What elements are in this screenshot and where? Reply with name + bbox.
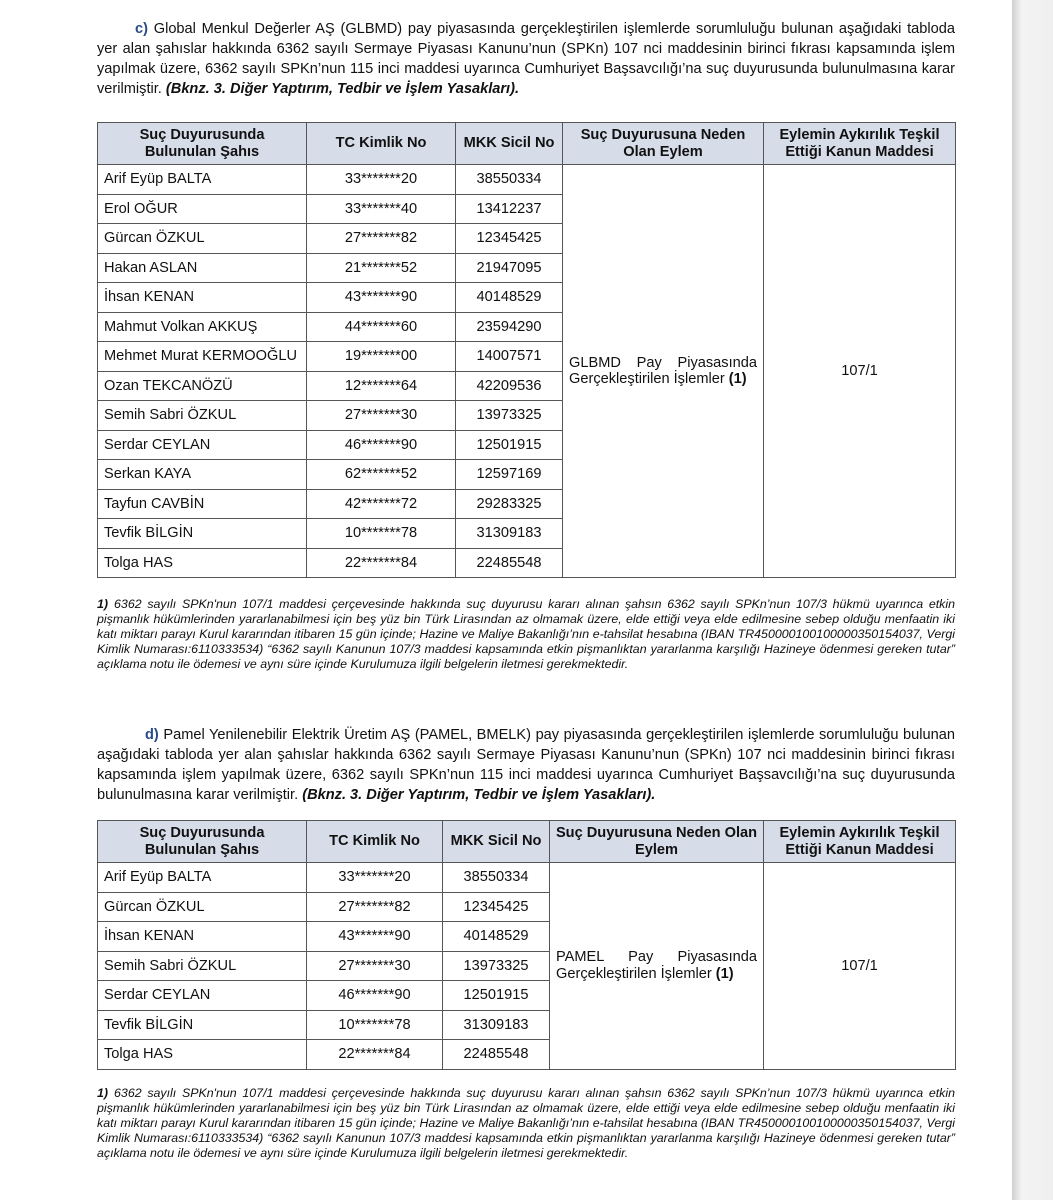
tc-number: 22*******84 — [307, 1040, 443, 1070]
person-name: İhsan KENAN — [98, 922, 307, 952]
law-article: 107/1 — [764, 863, 956, 1070]
person-name: Hakan ASLAN — [98, 253, 307, 283]
person-name: Ozan TEKCANÖZÜ — [98, 371, 307, 401]
tc-number: 27*******82 — [307, 224, 456, 254]
tc-number: 42*******72 — [307, 489, 456, 519]
tc-number: 33*******40 — [307, 194, 456, 224]
person-name: Tevfik BİLGİN — [98, 1010, 307, 1040]
section-c-text: Global Menkul Değerler AŞ (GLBMD) pay piyasasında gerçekleştirilen işlemlerde sorumluluğu bulunan aşağıdaki tabloda yer alan şahıslar hakkında 6362 sayılı Sermaye Piyasası Kanunu’nun (SPKn) 107 nci maddesinin birinci fıkrası kapsamında işlem yapılmak üzere, 6362 sayılı SPKn’nun 115 inci maddesi uyarınca Cumhuriyet Başsavcılığı’na suç duyurusunda bulunulmasına karar verilmiştir. — [97, 21, 955, 98]
mkk-number: 12597169 — [456, 460, 563, 490]
tc-number: 62*******52 — [307, 460, 456, 490]
section-c-table — [97, 122, 956, 578]
person-name: Tayfun CAVBİN — [98, 489, 307, 519]
footnote-text: 6362 sayılı SPKn'nun 107/1 maddesi çerçevesinde hakkında suç duyurusu kararı alınan şahsın 6362 sayılı SPKn’nun 107/3 hükmü uyarınca etkin pişmanlık hükümlerinden yararlanabilmesi için beş yüz bin Türk Lirasından az olmamak üzere, elde ettiği veya elde edilmesine sebep olduğu menfaatin iki katı miktarı parayı Kurul kararından itibaren 15 gün içinde; Hazine ve Maliye Bakanlığı’nın e-tahsilat hesabına (IBAN TR450000100100000350154037, Vergi Kimlik Numarası:6110333534) “6362 sayılı Kanunun 107/3 maddesi kapsamında etkin pişmanlıktan yararlanma karşılığı Hazineye ödenmesi gereken tutar” açıklama notu ile ödemesi ve aynı süre içinde Kurulumuza ilgili belgelerin iletmesi gerekmektedir. — [97, 597, 955, 671]
tc-number: 44*******60 — [307, 312, 456, 342]
header-person: Suç Duyurusunda Bulunulan Şahıs — [98, 123, 307, 165]
person-name: İhsan KENAN — [98, 283, 307, 313]
tc-number: 46*******90 — [307, 981, 443, 1011]
header-law: Eylemin Aykırılık Teşkil Ettiği Kanun Maddesi — [764, 821, 956, 863]
law-article: 107/1 — [764, 165, 956, 578]
section-c-reference: (Bknz. 3. Diğer Yaptırım, Tedbir ve İşlem Yasakları). — [165, 81, 520, 98]
mkk-number: 21947095 — [456, 253, 563, 283]
header-tc: TC Kimlik No — [307, 821, 443, 863]
mkk-number: 42209536 — [456, 371, 563, 401]
person-name: Gürcan ÖZKUL — [98, 224, 307, 254]
tc-number: 10*******78 — [307, 1010, 443, 1040]
tc-number: 10*******78 — [307, 519, 456, 549]
tc-number: 27*******30 — [307, 401, 456, 431]
tc-number: 43*******90 — [307, 922, 443, 952]
footnote-number: 1) — [97, 1086, 109, 1100]
section-c-paragraph — [97, 19, 955, 99]
tc-number: 27*******82 — [307, 892, 443, 922]
person-name: Tevfik BİLGİN — [98, 519, 307, 549]
action-cell — [550, 863, 764, 1070]
tc-number: 12*******64 — [307, 371, 456, 401]
tc-number: 19*******00 — [307, 342, 456, 372]
page-edge-shadow — [1012, 0, 1053, 1200]
mkk-number: 22485548 — [443, 1040, 550, 1070]
mkk-number: 14007571 — [456, 342, 563, 372]
header-person: Suç Duyurusunda Bulunulan Şahıs — [98, 821, 307, 863]
person-name: Gürcan ÖZKUL — [98, 892, 307, 922]
tc-number: 27*******30 — [307, 951, 443, 981]
mkk-number: 31309183 — [456, 519, 563, 549]
header-tc: TC Kimlik No — [307, 123, 456, 165]
table-row — [98, 863, 956, 893]
action-footnote-ref: (1) — [715, 965, 734, 982]
mkk-number: 13973325 — [443, 951, 550, 981]
tc-number: 33*******20 — [307, 165, 456, 195]
action-cell — [563, 165, 764, 578]
person-name: Serdar CEYLAN — [98, 430, 307, 460]
header-mkk: MKK Sicil No — [443, 821, 550, 863]
mkk-number: 13412237 — [456, 194, 563, 224]
section-c-footnote — [97, 597, 955, 672]
person-name: Serdar CEYLAN — [98, 981, 307, 1011]
mkk-number: 12501915 — [443, 981, 550, 1011]
section-d-paragraph — [97, 725, 955, 805]
header-action: Suç Duyurusuna Neden Olan Eylem — [563, 123, 764, 165]
mkk-number: 12501915 — [456, 430, 563, 460]
person-name: Arif Eyüp BALTA — [98, 165, 307, 195]
action-footnote-ref: (1) — [728, 371, 747, 387]
person-name: Mahmut Volkan AKKUŞ — [98, 312, 307, 342]
action-line-1: PAMEL Pay Piyasasında — [556, 949, 757, 966]
mkk-number: 29283325 — [456, 489, 563, 519]
section-d-table — [97, 820, 956, 1070]
section-d-footnote — [97, 1086, 955, 1161]
person-name: Serkan KAYA — [98, 460, 307, 490]
header-action: Suç Duyurusuna Neden Olan Eylem — [550, 821, 764, 863]
mkk-number: 38550334 — [443, 863, 550, 893]
table-row — [98, 165, 956, 195]
mkk-number: 22485548 — [456, 548, 563, 578]
mkk-number: 40148529 — [456, 283, 563, 313]
tc-number: 33*******20 — [307, 863, 443, 893]
mkk-number: 38550334 — [456, 165, 563, 195]
table-header-row — [98, 821, 956, 863]
person-name: Tolga HAS — [98, 1040, 307, 1070]
tc-number: 43*******90 — [307, 283, 456, 313]
tc-number: 22*******84 — [307, 548, 456, 578]
footnote-text: 6362 sayılı SPKn'nun 107/1 maddesi çerçevesinde hakkında suç duyurusu kararı alınan şahsın 6362 sayılı SPKn’nun 107/3 hükmü uyarınca etkin pişmanlık hükümlerinden yararlanabilmesi için beş yüz bin Türk Lirasından az olmamak üzere, elde ettiği veya elde edilmesine sebep olduğu menfaatin iki katı miktarı parayı Kurul kararından itibaren 15 gün içinde; Hazine ve Maliye Bakanlığı’nın e-tahsilat hesabına (IBAN TR450000100100000350154037, Vergi Kimlik Numarası:6110333534) “6362 sayılı Kanunun 107/3 maddesi kapsamında etkin pişmanlıktan yararlanma karşılığı Hazineye ödenmesi gereken tutar” açıklama notu ile ödemesi ve aynı süre içinde Kurulumuza ilgili belgelerin iletmesi gerekmektedir. — [97, 1086, 955, 1160]
person-name: Mehmet Murat KERMOOĞLU — [98, 342, 307, 372]
person-name: Erol OĞUR — [98, 194, 307, 224]
action-line-1: GLBMD Pay Piyasasında — [569, 354, 757, 371]
header-mkk: MKK Sicil No — [456, 123, 563, 165]
mkk-number: 12345425 — [443, 892, 550, 922]
mkk-number: 23594290 — [456, 312, 563, 342]
header-law: Eylemin Aykırılık Teşkil Ettiği Kanun Maddesi — [764, 123, 956, 165]
person-name: Tolga HAS — [98, 548, 307, 578]
person-name: Semih Sabri ÖZKUL — [98, 951, 307, 981]
footnote-number: 1) — [97, 597, 109, 611]
tc-number: 46*******90 — [307, 430, 456, 460]
mkk-number: 40148529 — [443, 922, 550, 952]
person-name: Semih Sabri ÖZKUL — [98, 401, 307, 431]
section-d-reference: (Bknz. 3. Diğer Yaptırım, Tedbir ve İşlem Yasakları). — [302, 787, 656, 804]
mkk-number: 13973325 — [456, 401, 563, 431]
person-name: Arif Eyüp BALTA — [98, 863, 307, 893]
section-d-text: Pamel Yenilenebilir Elektrik Üretim AŞ (PAMEL, BMELK) pay piyasasında gerçekleştirilen işlemlerde sorumluluğu bulunan aşağıdaki tabloda yer alan şahıslar hakkında 6362 sayılı Sermaye Piyasası Kanunu’nun (SPKn) 107 nci maddesinin birinci fıkrası kapsamında işlem yapılmak üzere, 6362 sayılı SPKn’nun 115 inci maddesi uyarınca Cumhuriyet Başsavcılığı’na suç duyurusunda bulunulmasına karar verilmiştir. — [97, 727, 955, 804]
action-line-2: Gerçekleştirilen İşlemler — [569, 371, 725, 387]
table-header-row — [98, 123, 956, 165]
mkk-number: 31309183 — [443, 1010, 550, 1040]
section-d-label: d) — [145, 727, 159, 743]
mkk-number: 12345425 — [456, 224, 563, 254]
action-line-2: Gerçekleştirilen İşlemler — [556, 965, 712, 982]
tc-number: 21*******52 — [307, 253, 456, 283]
section-c-label: c) — [135, 21, 148, 37]
